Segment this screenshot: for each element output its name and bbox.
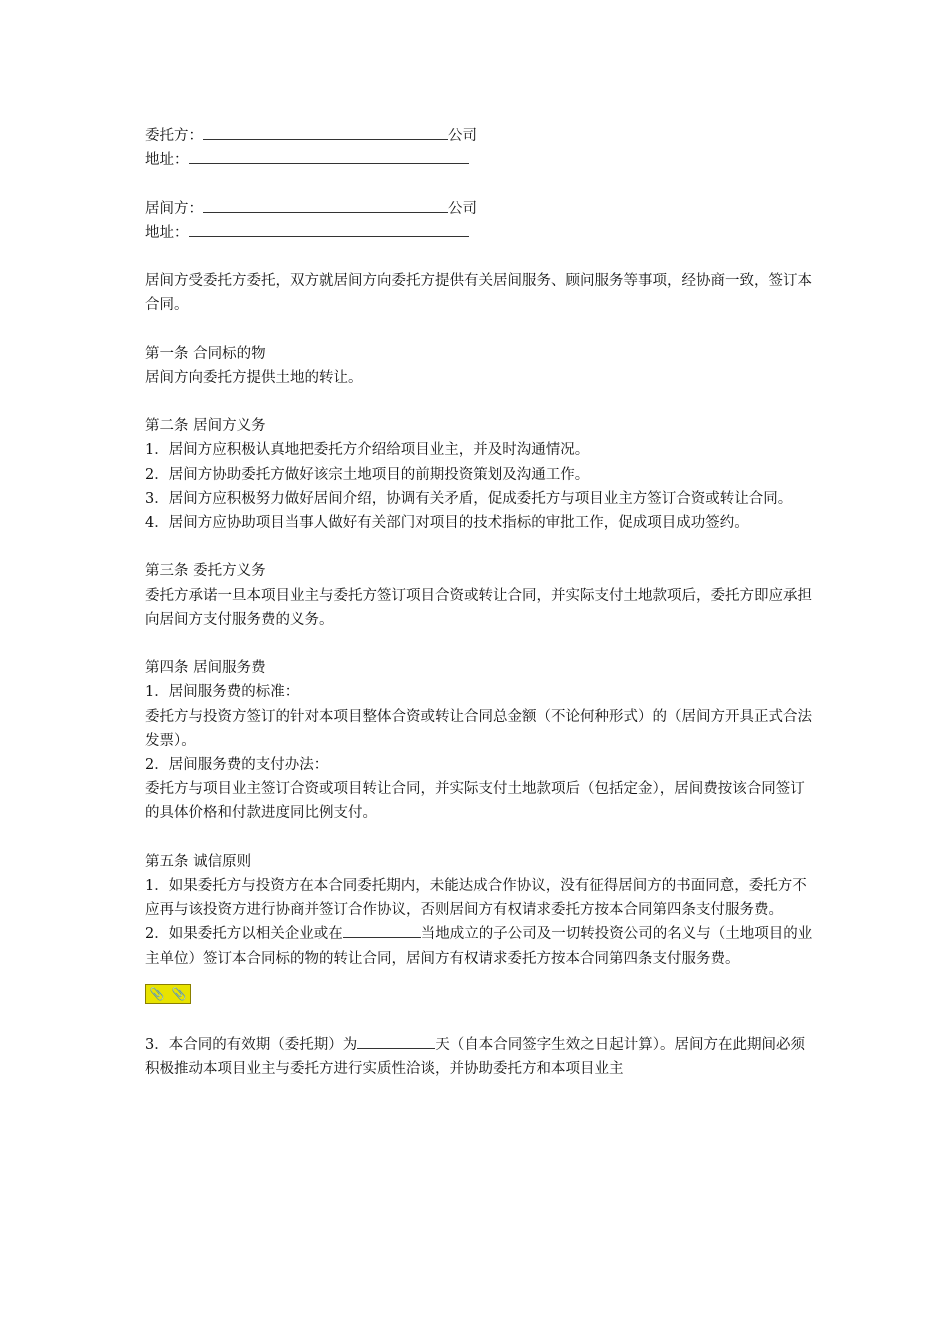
paperclip-icon[interactable]: 📎 [171, 986, 187, 1001]
article-3-body: 委托方承诺一旦本项目业主与委托方签订项目合资或转让合同，并实际支付土地款项后，委托方即应承担向居间方支付服务费的义务。 [145, 587, 812, 628]
article-5-item-3-blank [357, 1033, 435, 1049]
party-a-name-blank [203, 124, 448, 140]
attachment-icons [145, 979, 815, 1009]
party-a-address-blank [189, 148, 469, 164]
party-a-suffix: 公司 [448, 128, 477, 144]
article-1-body: 居间方向委托方提供土地的转让。 [145, 369, 363, 386]
article-5-item-2 [145, 922, 815, 970]
party-a-address-label: 地址： [145, 152, 189, 169]
article-5-title: 第五条 诚信原则 [145, 853, 252, 870]
article-4-item-2-title: 2．居间服务费的支付办法： [145, 757, 329, 774]
article-5-item-2-post: 当地成立的子公司及一切转投资公司的名义与（土地项目的业主单位）签订本合同标的物的转让合同，居间方有权请求委托方按本合同第四条支付服务费。 [145, 926, 813, 967]
attachment-icon-group[interactable] [145, 984, 191, 1004]
party-b-label: 居间方： [145, 200, 203, 217]
article-3-title: 第三条 委托方义务 [145, 563, 266, 580]
party-b-address-line [145, 221, 815, 245]
party-b-line [145, 197, 815, 221]
article-2-item-1: 1．居间方应积极认真地把委托方介绍给项目业主，并及时沟通情况。 [145, 442, 590, 459]
article-2-item-3: 3．居间方应积极努力做好居间介绍，协调有关矛盾，促成委托方与项目业主方签订合资或转让合同。 [145, 490, 793, 507]
party-a-line [145, 124, 815, 148]
article-4-item-1-body: 委托方与投资方签订的针对本项目整体合资或转让合同总金额（不论何种形式）的（居间方开具正式合法发票）。 [145, 708, 812, 749]
article-5-item-2-blank [343, 922, 421, 938]
article-5-item-3 [145, 1033, 815, 1081]
article-4-item-1-title: 1．居间服务费的标准： [145, 684, 300, 701]
article-5-item-2-pre: 2．如果委托方以相关企业或在 [145, 926, 343, 943]
article-5-item-1: 1．如果委托方与投资方在本合同委托期内，未能达成合作协议，没有征得居间方的书面同意，委托方不应再与该投资方进行协商并签订合作协议，否则居间方有权请求委托方按本合同第四条支付服务费。 [145, 878, 807, 919]
article-2-title: 第二条 居间方义务 [145, 418, 266, 435]
party-b-suffix: 公司 [448, 200, 477, 217]
contract-document [145, 124, 815, 1081]
party-b-address-blank [189, 221, 469, 237]
article-5-item-3-post: 天（自本合同签字生效之日起计算）。居间方在此期间必须积极推动本项目业主与委托方进行实质性洽谈，并协助委托方和本项目业主 [145, 1037, 805, 1078]
article-2-item-2: 2．居间方协助委托方做好该宗土地项目的前期投资策划及沟通工作。 [145, 466, 590, 483]
party-b-name-blank [203, 197, 448, 213]
article-1-title: 第一条 合同标的物 [145, 345, 266, 362]
article-2-item-4: 4．居间方应协助项目当事人做好有关部门对项目的技术指标的审批工作，促成项目成功签约。 [145, 515, 749, 532]
paperclip-icon[interactable]: 📎 [149, 986, 165, 1001]
party-a-label: 委托方： [145, 128, 203, 144]
party-a-address-line [145, 148, 815, 172]
article-4-item-2-body: 委托方与项目业主签订合资或项目转让合同，并实际支付土地款项后（包括定金），居间费按该合同签订的具体价格和付款进度同比例支付。 [145, 781, 805, 822]
intro-paragraph: 居间方受委托方委托，双方就居间方向委托方提供有关居间服务、顾问服务等事项，经协商一致，签订本合同。 [145, 273, 812, 314]
article-5-item-3-pre: 3．本合同的有效期（委托期）为 [145, 1037, 358, 1054]
party-b-address-label: 地址： [145, 224, 189, 241]
article-4-title: 第四条 居间服务费 [145, 660, 266, 677]
